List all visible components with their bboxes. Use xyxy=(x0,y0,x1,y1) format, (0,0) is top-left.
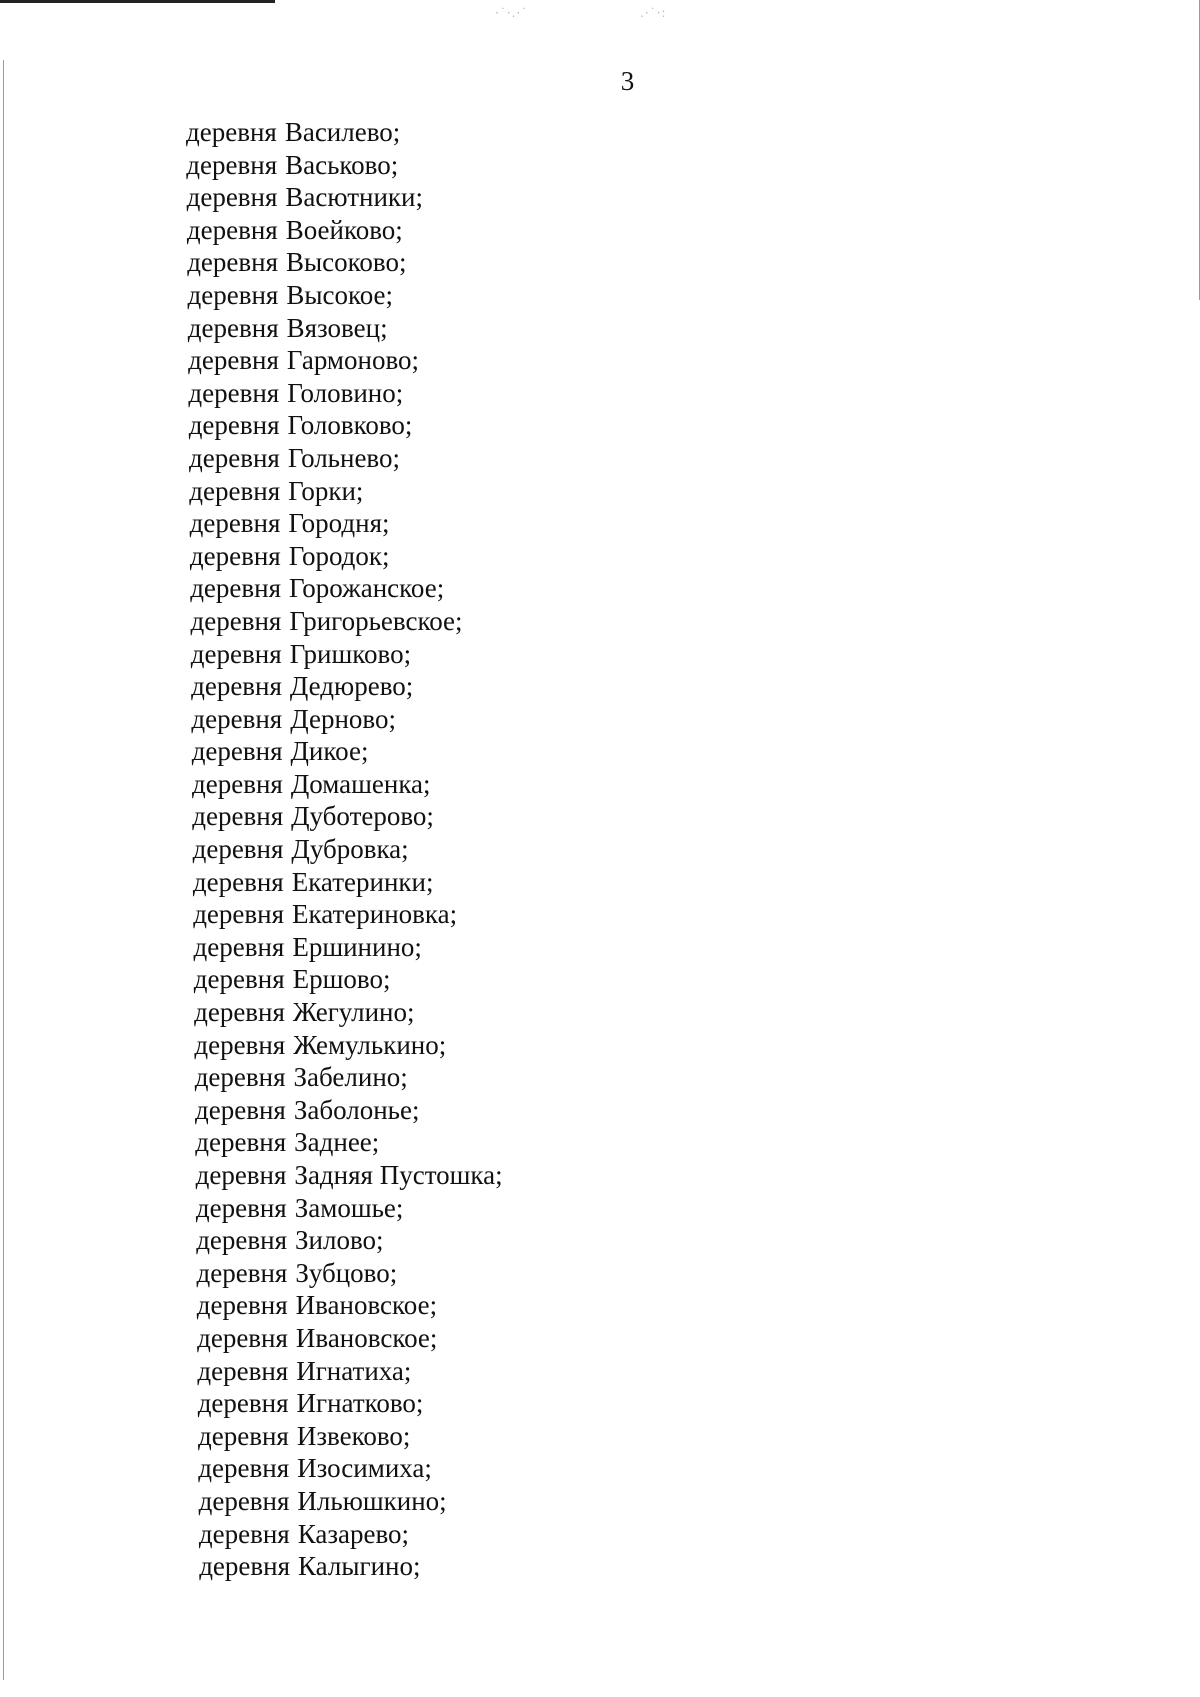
list-item xyxy=(187,181,503,214)
settlement-name: Игнатково; xyxy=(296,1388,424,1419)
settlement-type: деревня xyxy=(187,279,279,310)
settlement-name: Домашенка; xyxy=(290,768,431,799)
settlement-name: Гольнево; xyxy=(287,442,400,473)
page-number: 3 xyxy=(620,66,635,96)
settlement-list xyxy=(186,116,503,1583)
list-item xyxy=(198,1387,503,1420)
settlement-name: Зилово; xyxy=(295,1225,384,1256)
settlement-name: Высоково; xyxy=(286,247,407,278)
list-item xyxy=(197,1355,502,1388)
settlement-name: Дедюрево; xyxy=(289,671,414,702)
settlement-type: деревня xyxy=(196,1257,288,1288)
settlement-type: деревня xyxy=(189,475,281,506)
settlement-name: Дубровка; xyxy=(291,834,409,865)
settlement-name: Ивановское; xyxy=(295,1322,438,1353)
settlement-type: деревня xyxy=(198,1420,289,1451)
settlement-name: Казарево; xyxy=(297,1518,410,1549)
settlement-name: Дерново; xyxy=(290,703,396,734)
list-item xyxy=(190,507,503,540)
list-item xyxy=(193,833,503,866)
list-item xyxy=(189,475,502,508)
scan-left-edge-line xyxy=(3,60,4,1680)
list-item xyxy=(199,1485,503,1518)
list-item xyxy=(197,1289,503,1322)
settlement-type: деревня xyxy=(193,899,285,930)
settlement-name: Горки; xyxy=(288,475,364,506)
settlement-name: Гришково; xyxy=(289,638,412,669)
settlement-type: деревня xyxy=(187,312,279,343)
settlement-type: деревня xyxy=(187,247,279,278)
settlement-type: деревня xyxy=(188,345,279,376)
settlement-type: деревня xyxy=(198,1485,290,1516)
settlement-name: Василево; xyxy=(284,117,401,147)
list-item xyxy=(197,1257,503,1290)
settlement-name: Высокое; xyxy=(286,279,394,310)
list-item xyxy=(188,344,503,377)
scan-noise-speck: ·˙·.·˙ xyxy=(495,6,529,20)
settlement-type: деревня xyxy=(186,117,277,147)
list-item xyxy=(189,409,503,442)
list-item xyxy=(191,703,502,736)
settlement-type: деревня xyxy=(191,671,282,702)
list-item xyxy=(192,768,503,801)
settlement-type: деревня xyxy=(189,508,281,539)
list-item xyxy=(193,866,503,899)
settlement-name: Замошье; xyxy=(294,1192,404,1223)
settlement-name: Григорьевское; xyxy=(289,605,463,636)
list-item xyxy=(199,1550,502,1583)
settlement-name: Васьково; xyxy=(285,149,399,180)
list-item xyxy=(190,540,503,573)
list-item xyxy=(197,1322,503,1355)
list-item xyxy=(196,1159,503,1192)
settlement-type: деревня xyxy=(195,1127,287,1158)
list-item xyxy=(193,898,502,931)
settlement-type: деревня xyxy=(191,703,283,734)
settlement-type: деревня xyxy=(198,1453,290,1484)
settlement-name: Зубцово; xyxy=(295,1257,398,1288)
list-item xyxy=(195,1094,503,1127)
settlement-type: деревня xyxy=(186,182,278,213)
settlement-name: Извеково; xyxy=(296,1420,411,1451)
list-item xyxy=(195,1061,503,1094)
settlement-name: Екатериновка; xyxy=(292,899,458,930)
settlement-type: деревня xyxy=(199,1551,291,1582)
settlement-name: Ильюшкино; xyxy=(297,1485,447,1516)
list-item xyxy=(187,214,503,247)
settlement-type: деревня xyxy=(197,1322,288,1353)
settlement-type: деревня xyxy=(190,605,282,636)
settlement-name: Дикое; xyxy=(290,736,369,767)
list-item xyxy=(198,1420,503,1453)
list-item xyxy=(187,246,502,279)
settlement-name: Жегулино; xyxy=(292,997,415,1028)
settlement-name: Екатеринки; xyxy=(291,866,434,897)
settlement-name: Головино; xyxy=(287,377,404,408)
settlement-name: Жемулькино; xyxy=(293,1029,447,1060)
settlement-type: деревня xyxy=(190,638,282,669)
settlement-name: Васютники; xyxy=(285,182,423,213)
list-item xyxy=(194,996,503,1029)
settlement-type: деревня xyxy=(194,997,285,1028)
list-item xyxy=(191,638,503,671)
settlement-name: Городня; xyxy=(288,508,390,539)
settlement-name: Забелино; xyxy=(293,1062,408,1093)
settlement-name: Вязовец; xyxy=(286,312,388,343)
list-item xyxy=(189,442,503,475)
list-item xyxy=(195,1126,502,1159)
list-item xyxy=(198,1452,502,1485)
settlement-type: деревня xyxy=(197,1388,289,1419)
list-item xyxy=(188,312,503,345)
list-item xyxy=(191,670,503,703)
settlement-type: деревня xyxy=(196,1225,288,1256)
settlement-type: деревня xyxy=(195,1160,287,1190)
list-item xyxy=(186,116,503,149)
settlement-name: Заднее; xyxy=(294,1127,380,1158)
settlement-type: деревня xyxy=(192,801,284,832)
settlement-type: деревня xyxy=(194,1029,286,1060)
settlement-type: деревня xyxy=(192,768,283,799)
settlement-name: Дуботерово; xyxy=(291,801,434,832)
list-item xyxy=(192,800,502,833)
settlement-name: Ершинино; xyxy=(292,931,422,962)
settlement-name: Задняя Пустошка; xyxy=(294,1160,503,1190)
list-item xyxy=(194,1029,502,1062)
list-item xyxy=(188,279,503,312)
settlement-type: деревня xyxy=(190,573,282,604)
settlement-name: Горожанское; xyxy=(289,573,445,604)
settlement-type: деревня xyxy=(192,834,284,865)
settlement-name: Ершово; xyxy=(292,964,391,995)
settlement-name: Изосимиха; xyxy=(297,1453,432,1484)
list-item xyxy=(188,377,502,410)
list-item xyxy=(190,572,502,605)
settlement-name: Воейково; xyxy=(285,214,403,245)
settlement-type: деревня xyxy=(186,214,278,245)
list-item xyxy=(194,963,503,996)
list-item xyxy=(186,149,502,182)
settlement-type: деревня xyxy=(188,377,280,408)
settlement-name: Головково; xyxy=(287,410,413,441)
settlement-name: Игнатиха; xyxy=(296,1355,412,1386)
settlement-type: деревня xyxy=(192,866,284,897)
settlement-type: деревня xyxy=(189,540,281,571)
settlement-name: Заболонье; xyxy=(293,1094,420,1125)
list-item xyxy=(191,605,503,638)
settlement-type: деревня xyxy=(193,964,285,995)
settlement-name: Городок; xyxy=(288,540,390,571)
settlement-type: деревня xyxy=(195,1192,287,1223)
list-item xyxy=(199,1518,503,1551)
settlement-type: деревня xyxy=(193,931,285,962)
settlement-type: деревня xyxy=(186,149,278,180)
scan-top-edge-line xyxy=(0,0,275,3)
settlement-type: деревня xyxy=(198,1518,290,1549)
settlement-name: Гармоново; xyxy=(286,345,420,376)
list-item xyxy=(196,1192,503,1225)
list-item xyxy=(194,931,503,964)
settlement-type: деревня xyxy=(195,1094,286,1125)
settlement-type: деревня xyxy=(188,410,280,441)
settlement-type: деревня xyxy=(189,442,280,473)
list-item xyxy=(196,1224,502,1257)
settlement-type: деревня xyxy=(196,1290,288,1321)
settlement-name: Ивановское; xyxy=(295,1290,438,1321)
settlement-type: деревня xyxy=(197,1355,289,1386)
scan-noise-speck: .·˙·: xyxy=(640,6,667,20)
settlement-type: деревня xyxy=(191,736,283,767)
list-item xyxy=(192,735,503,768)
settlement-type: деревня xyxy=(194,1062,286,1093)
settlement-name: Калыгино; xyxy=(298,1551,421,1582)
